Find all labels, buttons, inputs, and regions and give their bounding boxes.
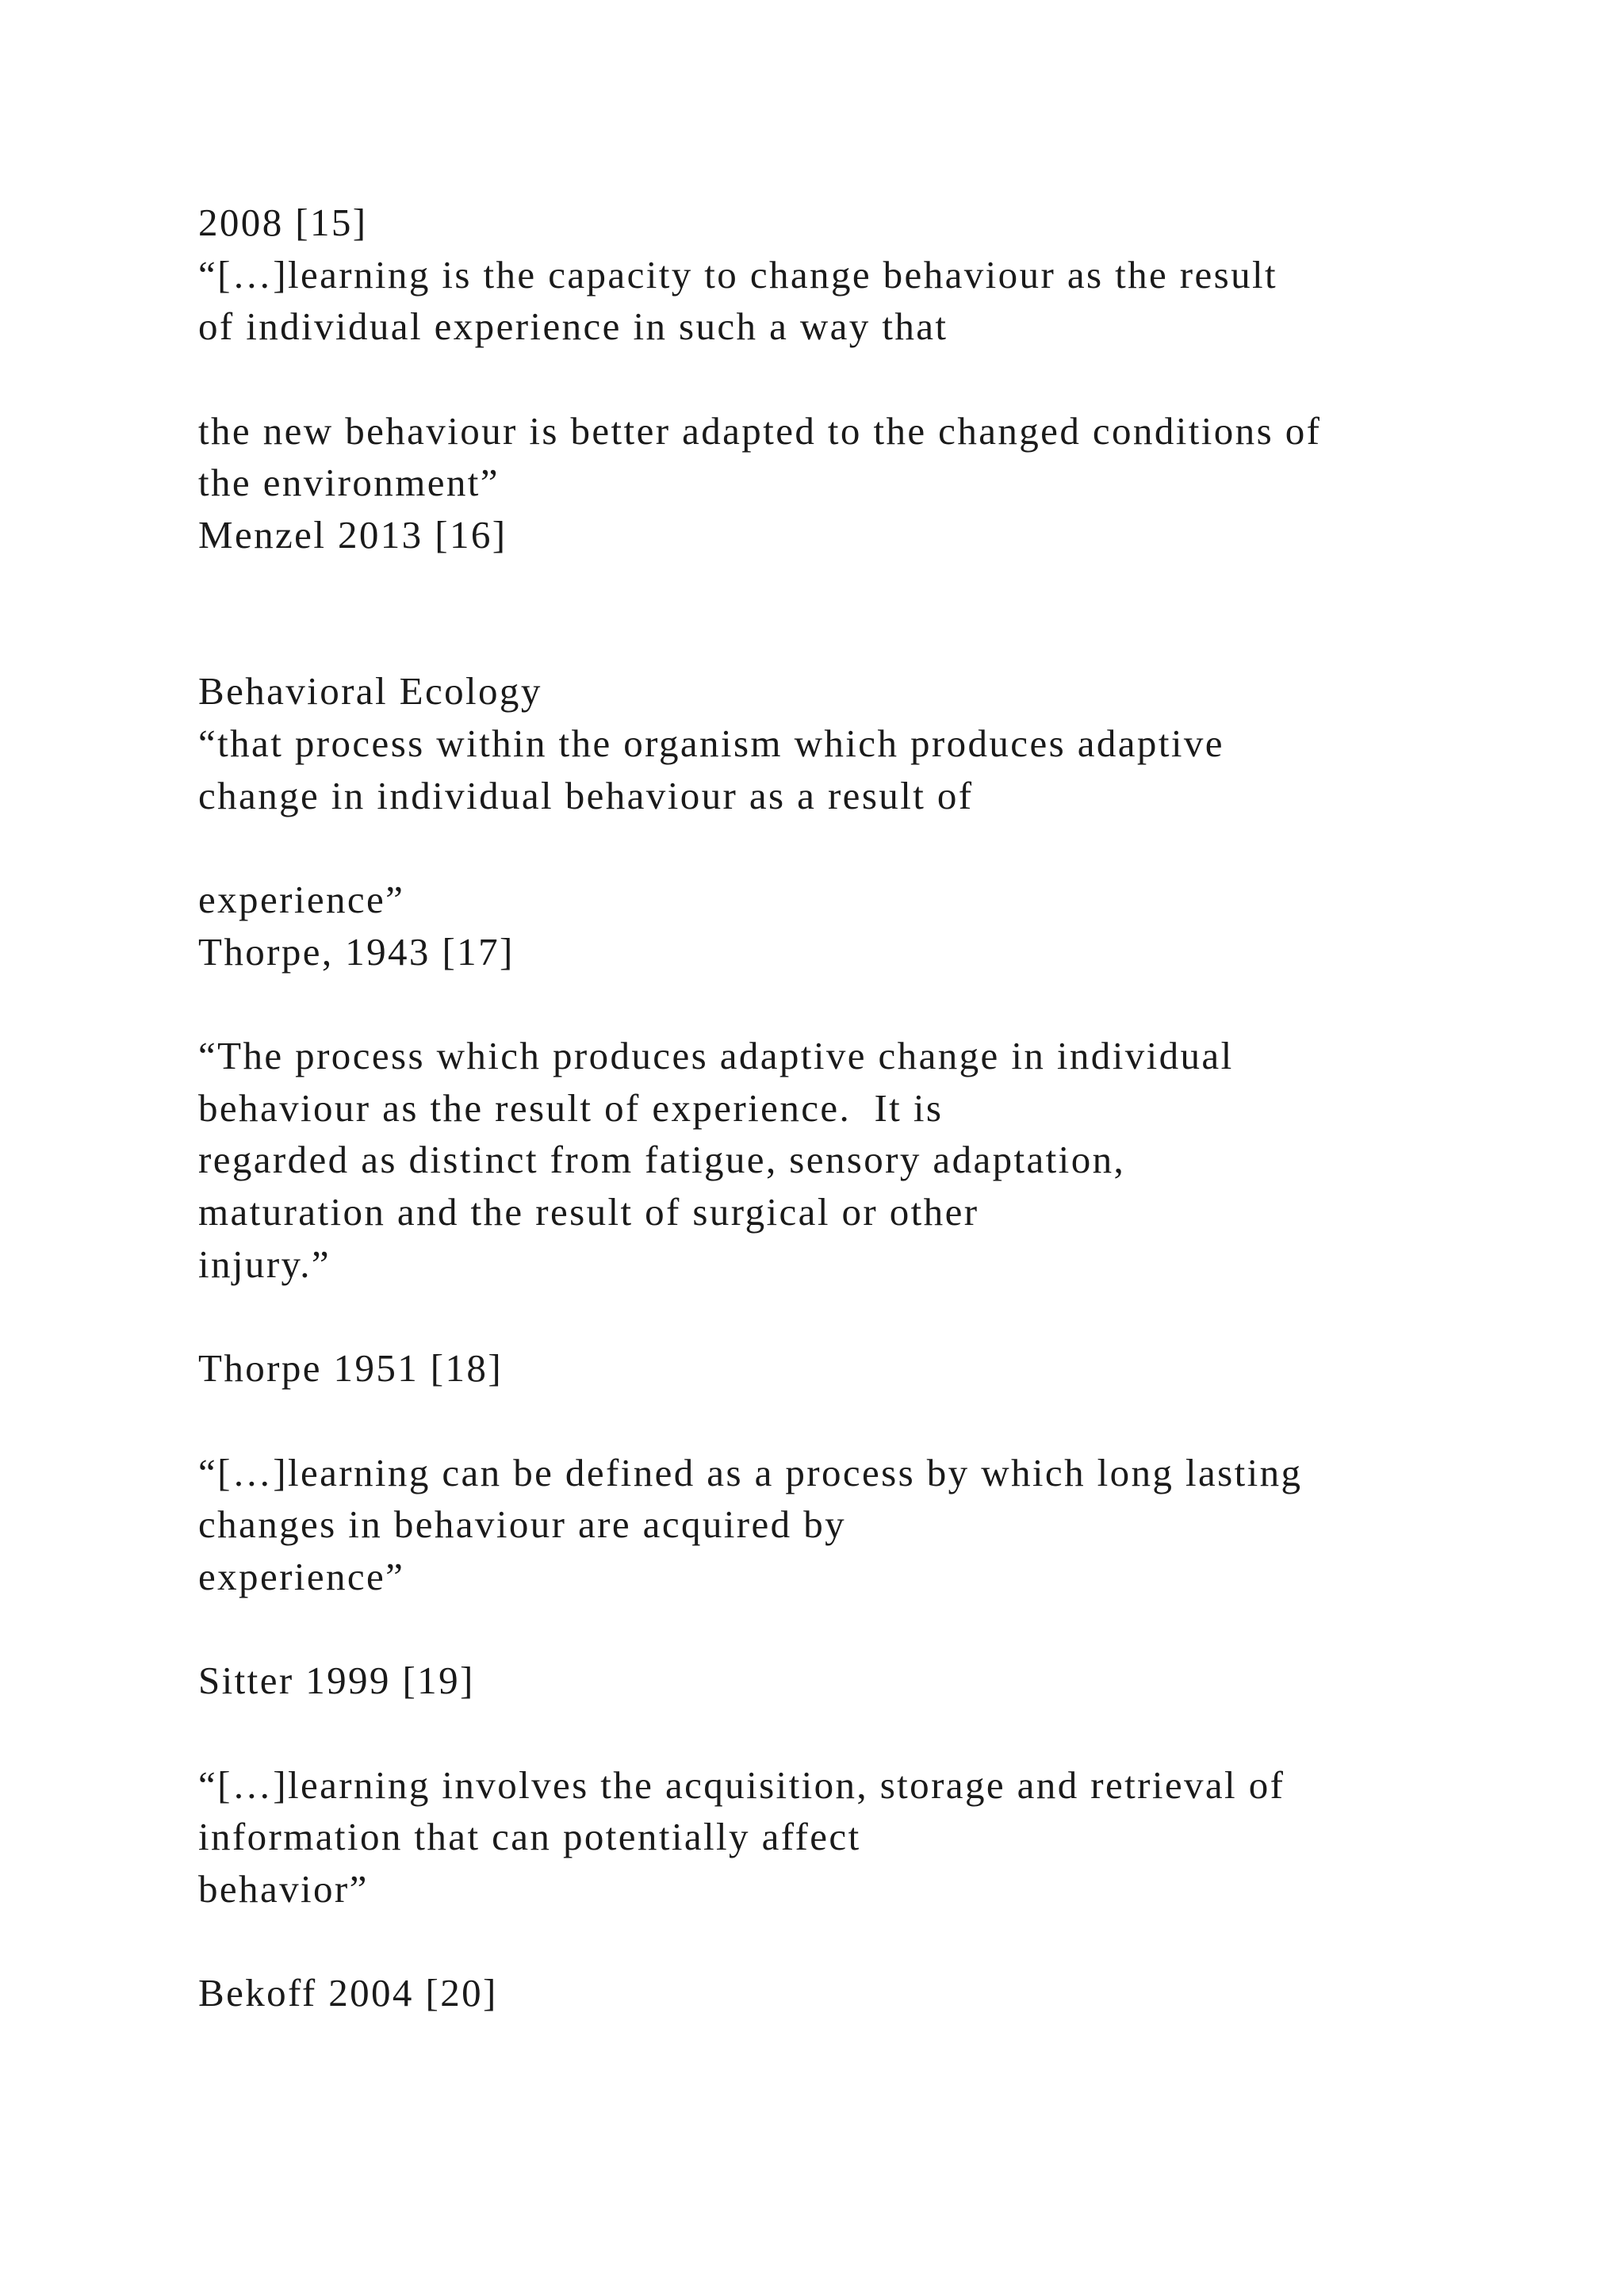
quote-line: “The process which produces adaptive change in individual bbox=[198, 1034, 1234, 1077]
blank-line bbox=[198, 561, 1546, 614]
blank-line bbox=[198, 614, 1546, 666]
quote-line: experience” bbox=[198, 877, 405, 921]
quote-line: “[…]learning can be defined as a process by which long lasting bbox=[198, 1450, 1303, 1494]
citation: Thorpe 1951 [18] bbox=[198, 1346, 504, 1391]
quote-line: maturation and the result of surgical or other bbox=[198, 1190, 979, 1234]
quote-line: the new behaviour is better adapted to the changed conditions of bbox=[198, 408, 1322, 453]
quote-line: “[…]learning involves the acquisition, storage and retrieval of bbox=[198, 1762, 1285, 1807]
document-body bbox=[198, 197, 1546, 2019]
blank-line bbox=[198, 1915, 1546, 1968]
citation: Menzel 2013 [16] bbox=[198, 513, 508, 557]
blank-line bbox=[198, 353, 1546, 405]
citation: Bekoff 2004 [20] bbox=[198, 1971, 498, 2015]
blank-line bbox=[198, 978, 1546, 1030]
citation-year: 2008 [15] bbox=[198, 201, 368, 244]
quote-line: regarded as distinct from fatigue, sensory adaptation, bbox=[198, 1138, 1126, 1182]
blank-line bbox=[198, 1395, 1546, 1447]
quote-line: changes in behaviour are acquired by bbox=[198, 1502, 846, 1547]
quote-line: behaviour as the result of experience. It is bbox=[198, 1085, 944, 1130]
quote-line: of individual experience in such a way that bbox=[198, 304, 948, 349]
citation: Thorpe, 1943 [17] bbox=[198, 929, 515, 974]
blank-line bbox=[198, 1603, 1546, 1655]
blank-line bbox=[198, 1707, 1546, 1759]
quote-line: experience” bbox=[198, 1554, 405, 1598]
quote-line: “[…]learning is the capacity to change behaviour as the result bbox=[198, 252, 1278, 297]
quote-line: injury.” bbox=[198, 1242, 331, 1286]
section-heading: Behavioral Ecology bbox=[198, 669, 542, 714]
quote-line: information that can potentially affect bbox=[198, 1815, 861, 1859]
citation: Sitter 1999 [19] bbox=[198, 1659, 475, 1703]
quote-line: “that process within the organism which produces adaptive bbox=[198, 721, 1224, 765]
quote-line: the environment” bbox=[198, 461, 500, 505]
quote-line: change in individual behaviour as a result of bbox=[198, 773, 974, 817]
blank-line bbox=[198, 1290, 1546, 1342]
quote-line: behavior” bbox=[198, 1867, 369, 1911]
blank-line bbox=[198, 821, 1546, 874]
